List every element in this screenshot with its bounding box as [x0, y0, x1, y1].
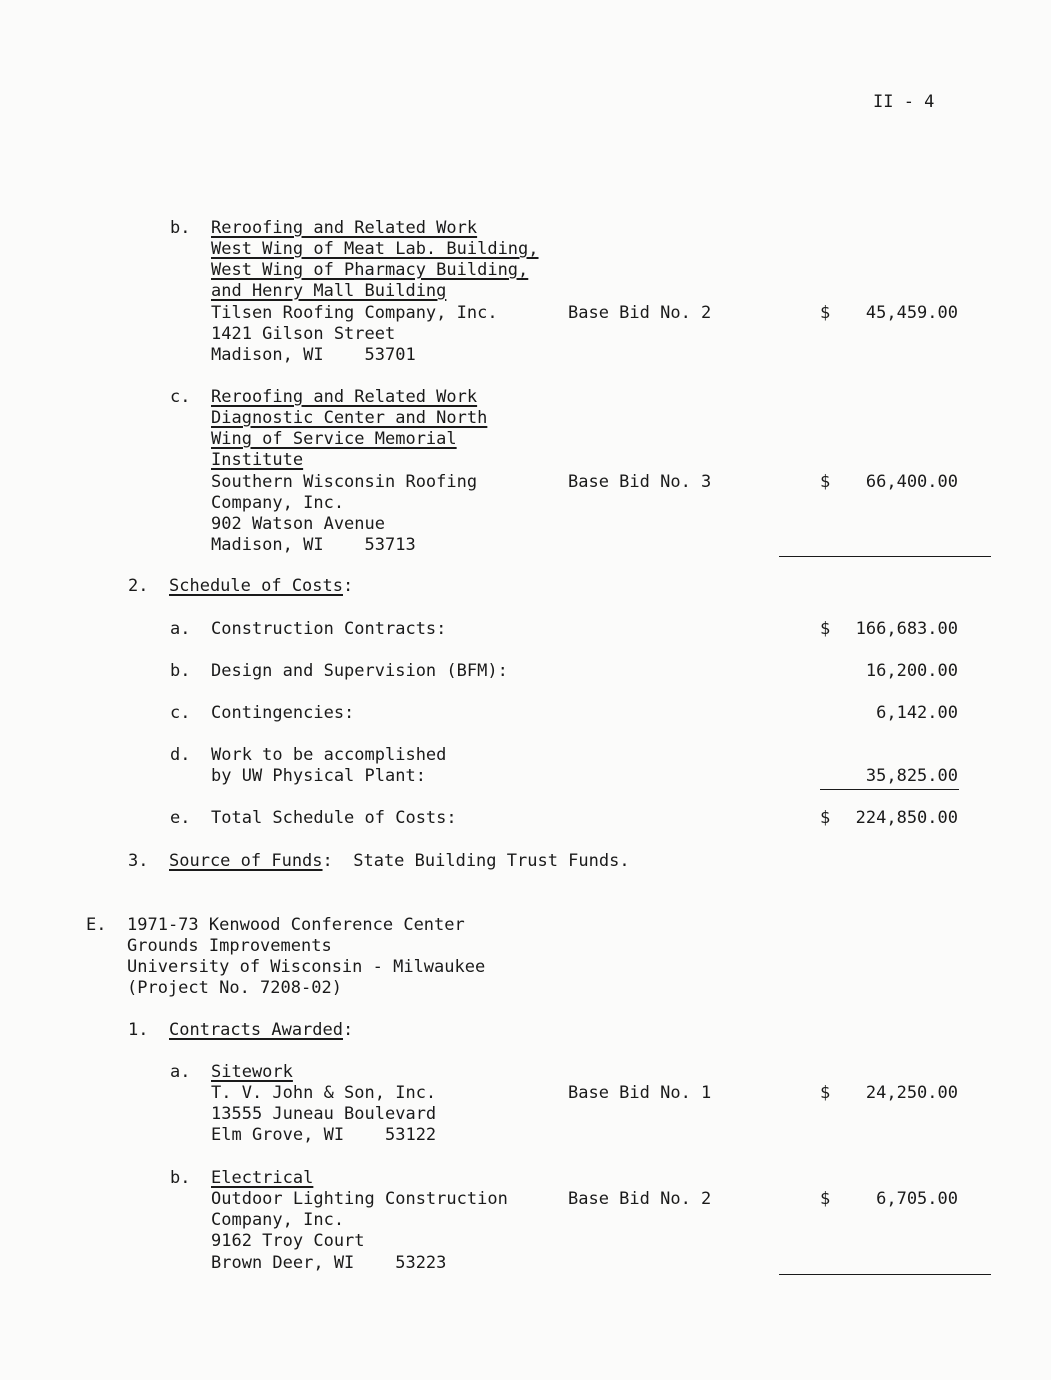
- sitework-contractor-city: Elm Grove, WI 53122: [211, 1125, 437, 1145]
- sitework-bid: Base Bid No. 1: [568, 1083, 712, 1103]
- electrical-contractor-city: Brown Deer, WI 53223: [211, 1253, 447, 1273]
- electrical-title: Electrical: [211, 1168, 314, 1188]
- schedule-row-d-marker: d.: [170, 745, 191, 765]
- electrical-currency: $: [820, 1189, 831, 1209]
- sitework-amount: 24,250.00: [865, 1083, 958, 1103]
- total-rule: [820, 789, 959, 790]
- sitework-title: Sitework: [211, 1062, 293, 1082]
- section-e-line-1: 1971-73 Kenwood Conference Center: [127, 915, 465, 935]
- funds-text: : State Building Trust Funds.: [322, 851, 630, 871]
- item-c-contractor-city: Madison, WI 53713: [211, 535, 416, 555]
- item-b-bid: Base Bid No. 2: [568, 303, 712, 323]
- contracts-heading: Contracts Awarded: [169, 1020, 343, 1040]
- section-e-letter: E.: [86, 915, 107, 935]
- item-b-title-line-1: Reroofing and Related Work: [211, 218, 478, 238]
- contracts-number: 1.: [128, 1020, 149, 1040]
- schedule-heading-wrap: [169, 576, 353, 597]
- item-c-bid: Base Bid No. 3: [568, 472, 712, 492]
- electrical-contractor-name-2: Company, Inc.: [211, 1210, 345, 1230]
- schedule-number: 2.: [128, 576, 149, 596]
- section-e-line-2: Grounds Improvements: [127, 936, 332, 956]
- schedule-row-c-label: Contingencies:: [211, 703, 355, 723]
- item-c-title-line-2: Diagnostic Center and North: [211, 408, 488, 428]
- item-b-title-line-4: and Henry Mall Building: [211, 281, 447, 301]
- schedule-row-a-currency: $: [820, 619, 831, 639]
- subtotal-rule: [779, 556, 991, 557]
- electrical-contractor-name: Outdoor Lighting Construction: [211, 1189, 508, 1209]
- sitework-currency: $: [820, 1083, 831, 1103]
- item-c-title-line-3: Wing of Service Memorial: [211, 429, 457, 449]
- schedule-row-a-marker: a.: [170, 619, 191, 639]
- item-c-contractor-name: Southern Wisconsin Roofing: [211, 472, 478, 492]
- schedule-row-c-marker: c.: [170, 703, 191, 723]
- schedule-heading: Schedule of Costs: [169, 576, 343, 596]
- schedule-row-e-label: Total Schedule of Costs:: [211, 808, 457, 828]
- section-e-line-4: (Project No. 7208-02): [127, 978, 342, 998]
- funds-heading: Source of Funds: [169, 851, 323, 871]
- schedule-row-e-amount: 224,850.00: [855, 808, 958, 828]
- electrical-marker: b.: [170, 1168, 191, 1188]
- funds-line: [169, 851, 630, 872]
- schedule-row-b-label: Design and Supervision (BFM):: [211, 661, 508, 681]
- contracts-heading-colon: :: [343, 1020, 354, 1040]
- item-b-title-line-3: West Wing of Pharmacy Building,: [211, 260, 529, 280]
- schedule-row-d-amount: 35,825.00: [865, 766, 958, 786]
- electrical-bid: Base Bid No. 2: [568, 1189, 712, 1209]
- section-e-line-3: University of Wisconsin - Milwaukee: [127, 957, 486, 977]
- schedule-row-a-label: Construction Contracts:: [211, 619, 447, 639]
- item-c-amount: 66,400.00: [865, 472, 958, 492]
- item-c-contractor-name-2: Company, Inc.: [211, 493, 345, 513]
- item-c-currency: $: [820, 472, 831, 492]
- sitework-contractor-name: T. V. John & Son, Inc.: [211, 1083, 437, 1103]
- item-b-marker: b.: [170, 218, 191, 238]
- item-b-currency: $: [820, 303, 831, 323]
- schedule-row-a-amount: 166,683.00: [855, 619, 958, 639]
- item-c-contractor-street: 902 Watson Avenue: [211, 514, 385, 534]
- item-c-title-line-1: Reroofing and Related Work: [211, 387, 478, 407]
- schedule-row-e-currency: $: [820, 808, 831, 828]
- schedule-row-d-label-2: by UW Physical Plant:: [211, 766, 426, 786]
- item-b-contractor-name: Tilsen Roofing Company, Inc.: [211, 303, 498, 323]
- schedule-row-b-marker: b.: [170, 661, 191, 681]
- page-number: II - 4: [873, 92, 935, 112]
- schedule-heading-colon: :: [343, 576, 354, 596]
- schedule-row-d-label-1: Work to be accomplished: [211, 745, 447, 765]
- sitework-contractor-street: 13555 Juneau Boulevard: [211, 1104, 437, 1124]
- item-b-amount: 45,459.00: [865, 303, 958, 323]
- schedule-row-c-amount: 6,142.00: [876, 703, 958, 723]
- electrical-amount: 6,705.00: [876, 1189, 958, 1209]
- schedule-row-e-marker: e.: [170, 808, 191, 828]
- item-b-contractor-city: Madison, WI 53701: [211, 345, 416, 365]
- bottom-rule: [779, 1274, 991, 1275]
- item-b-contractor-street: 1421 Gilson Street: [211, 324, 396, 344]
- schedule-row-b-amount: 16,200.00: [865, 661, 958, 681]
- sitework-marker: a.: [170, 1062, 191, 1082]
- item-c-title-line-4: Institute: [211, 450, 304, 470]
- electrical-contractor-street: 9162 Troy Court: [211, 1231, 365, 1251]
- contracts-heading-wrap: [169, 1020, 353, 1041]
- item-c-marker: c.: [170, 387, 191, 407]
- funds-number: 3.: [128, 851, 149, 871]
- item-b-title-line-2: West Wing of Meat Lab. Building,: [211, 239, 539, 259]
